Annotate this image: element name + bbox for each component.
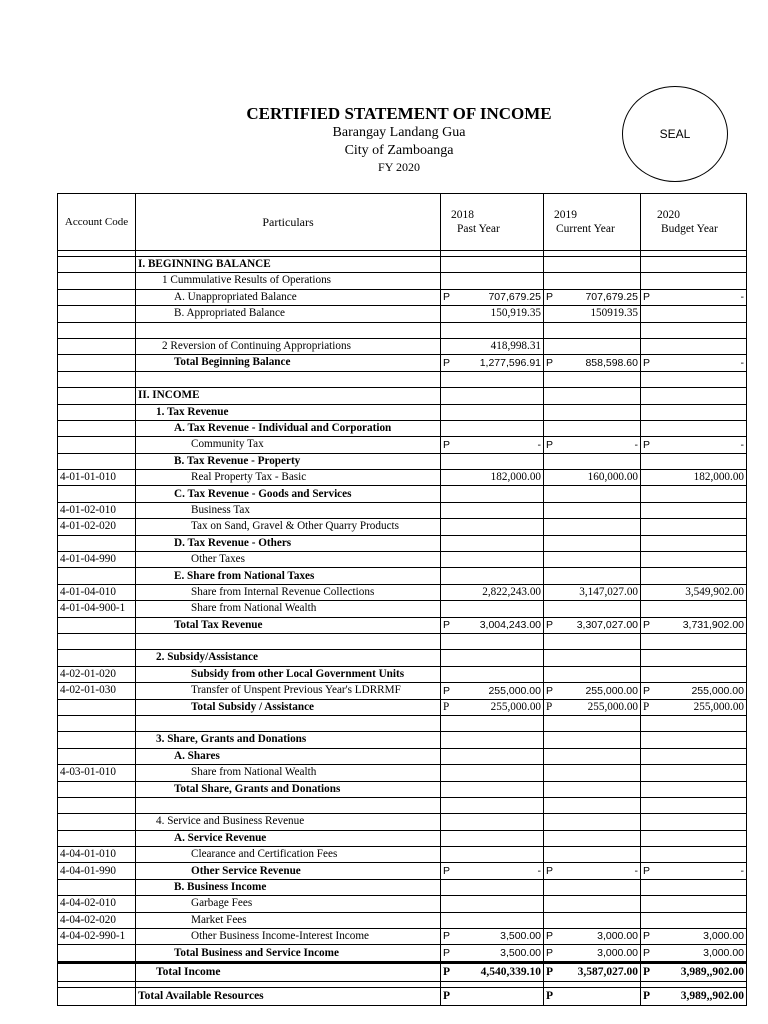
amount-cell: P 4,540,339.10 (441, 962, 544, 981)
currency-symbol: P (643, 965, 651, 978)
table-row (58, 584, 747, 600)
table-row (58, 715, 747, 731)
row-label: C. Tax Revenue - Goods and Services (136, 486, 441, 502)
row-label: 4. Service and Business Revenue (136, 814, 441, 830)
currency-symbol: P (546, 291, 554, 304)
table-row (58, 847, 747, 863)
row-label: Total Business and Service Income (136, 945, 441, 962)
row-label: A. Unappropriated Balance (136, 289, 441, 305)
account-code: 4-01-02-010 (58, 502, 136, 518)
row-label: 2. Subsidy/Assistance (136, 650, 441, 666)
table-row (58, 257, 747, 273)
col-particulars: Particulars (136, 194, 441, 251)
currency-symbol: P (546, 930, 554, 943)
row-label: Clearance and Certification Fees (136, 847, 441, 863)
account-code: 4-01-01-010 (58, 470, 136, 486)
row-label: Total Income (136, 962, 441, 981)
table-row (58, 699, 747, 715)
row-label: Real Property Tax - Basic (136, 470, 441, 486)
table-row (58, 502, 747, 518)
table-row (58, 748, 747, 764)
table-row (58, 322, 747, 338)
currency-symbol: P (643, 864, 651, 877)
row-label: Other Taxes (136, 552, 441, 568)
account-code: 4-01-04-010 (58, 584, 136, 600)
account-code: 4-02-01-030 (58, 683, 136, 699)
currency-symbol: P (546, 684, 554, 697)
table-row (58, 486, 747, 502)
table-row (58, 830, 747, 846)
row-label: Total Subsidy / Assistance (136, 699, 441, 715)
table-row (58, 683, 747, 699)
table-row (58, 601, 747, 617)
amount-cell: 182,000.00 (441, 470, 544, 486)
amount-cell: P 707,679.25 (441, 289, 544, 305)
amount-cell: P 3,307,027.00 (544, 617, 641, 633)
currency-symbol: P (546, 356, 554, 369)
amount-cell: P 255,000.00 (641, 699, 747, 715)
amount-cell (544, 987, 641, 1005)
currency-symbol: P (643, 946, 651, 959)
currency-symbol: P (443, 965, 451, 978)
amount-cell: P 3,000.00 (544, 945, 641, 962)
table-row (58, 617, 747, 633)
table-row (58, 765, 747, 781)
amount-cell: P 3,500.00 (441, 945, 544, 962)
amount-cell: 418,998.31 (441, 338, 544, 354)
table-row (58, 633, 747, 649)
currency-symbol: P (546, 700, 553, 713)
amount-cell: P 3,500.00 (441, 929, 544, 945)
amount-cell: P 255,000.00 (441, 699, 544, 715)
amount-cell: 3,549,902.00 (641, 584, 747, 600)
row-label: Tax on Sand, Gravel & Other Quarry Products (136, 519, 441, 535)
amount-cell: P - (544, 437, 641, 453)
amount-cell: P - (441, 437, 544, 453)
row-label: Garbage Fees (136, 896, 441, 912)
currency-symbol: P (546, 619, 554, 632)
col-2019-label: Current Year (556, 223, 615, 235)
table-row (58, 814, 747, 830)
amount-cell: P 3,000.00 (641, 929, 747, 945)
table-row (58, 273, 747, 289)
amount-cell: 150919.35 (544, 306, 641, 322)
currency-symbol: P (643, 619, 651, 632)
table-row (58, 519, 747, 535)
currency-symbol: P (443, 946, 451, 959)
col-2020-year: 2020 (657, 208, 680, 221)
amount-cell: 182,000.00 (641, 470, 747, 486)
row-label: Transfer of Unspent Previous Year's LDRRMF (136, 683, 441, 699)
row-label: Share from National Wealth (136, 601, 441, 617)
amount-cell: 3,147,027.00 (544, 584, 641, 600)
account-code: 4-04-02-020 (58, 912, 136, 928)
currency-symbol: P (443, 619, 451, 632)
amount-cell: P - (441, 863, 544, 879)
amount-cell: P 858,598.60 (544, 355, 641, 371)
row-label: Business Tax (136, 502, 441, 518)
account-code: 4-04-01-990 (58, 863, 136, 879)
amount-cell: P 3,000.00 (544, 929, 641, 945)
row-label: A. Service Revenue (136, 830, 441, 846)
amount-cell (441, 987, 544, 1005)
row-label: B. Appropriated Balance (136, 306, 441, 322)
account-code: 4-04-02-010 (58, 896, 136, 912)
account-code: 4-02-01-020 (58, 666, 136, 682)
currency-symbol: P (546, 864, 554, 877)
currency-symbol: P (643, 438, 651, 451)
amount-cell: P 707,679.25 (544, 289, 641, 305)
currency-symbol: P (443, 864, 451, 877)
table-row (58, 470, 747, 486)
table-row (58, 404, 747, 420)
amount-cell: P 255,000.00 (544, 699, 641, 715)
barangay-name: Barangay Landang Gua (332, 125, 466, 140)
amount-cell: P - (641, 355, 747, 371)
row-label: D. Tax Revenue - Others (136, 535, 441, 551)
row-label: B. Business Income (136, 879, 441, 895)
row-label: Total Share, Grants and Donations (136, 781, 441, 797)
amount-cell: P 3,731,902.00 (641, 617, 747, 633)
amount-cell: P 3,000.00 (641, 945, 747, 962)
account-code: 4-01-04-990 (58, 552, 136, 568)
table-row (58, 535, 747, 551)
table-header-row (58, 194, 747, 251)
table-row (58, 388, 747, 404)
amount-cell: P 255,000.00 (544, 683, 641, 699)
amount-cell: P 3,989,,902.00 (641, 987, 747, 1005)
row-label: Total Beginning Balance (136, 355, 441, 371)
table-row (58, 338, 747, 354)
currency-symbol: P (546, 989, 554, 1002)
amount-cell: P - (544, 863, 641, 879)
account-code: 4-03-01-010 (58, 765, 136, 781)
total-available-resources-row (58, 987, 747, 1005)
row-label: 3. Share, Grants and Donations (136, 732, 441, 748)
table-row (58, 306, 747, 322)
section-income: II. INCOME (136, 388, 441, 404)
col-2018-label: Past Year (457, 223, 500, 235)
currency-symbol: P (443, 291, 451, 304)
currency-symbol: P (643, 684, 651, 697)
currency-symbol: P (443, 438, 451, 451)
row-label: A. Tax Revenue - Individual and Corporation (136, 420, 441, 436)
amount-cell: P 3,587,027.00 (544, 962, 641, 981)
col-2020 (641, 194, 747, 251)
row-label: B. Tax Revenue - Property (136, 453, 441, 469)
row-label: Community Tax (136, 437, 441, 453)
amount-cell: P 3,004,243.00 (441, 617, 544, 633)
table-row (58, 289, 747, 305)
table-row (58, 912, 747, 928)
account-code: 4-01-02-020 (58, 519, 136, 535)
seal-placeholder (622, 86, 728, 182)
city-name: City of Zamboanga (344, 143, 454, 158)
table-row (58, 568, 747, 584)
table-row (58, 371, 747, 387)
table-row (58, 453, 747, 469)
amount-cell: P 255,000.00 (441, 683, 544, 699)
currency-symbol: P (643, 356, 651, 369)
col-2020-label: Budget Year (661, 223, 718, 235)
table-row (58, 797, 747, 813)
table-row (58, 929, 747, 945)
row-label: 1. Tax Revenue (136, 404, 441, 420)
amount-cell: P - (641, 863, 747, 879)
table-row (58, 666, 747, 682)
col-2018-year: 2018 (451, 208, 474, 221)
table-row (58, 879, 747, 895)
table-row (58, 945, 747, 962)
row-label: A. Shares (136, 748, 441, 764)
row-label: Subsidy from other Local Government Units (136, 666, 441, 682)
currency-symbol: P (546, 946, 554, 959)
table-row (58, 863, 747, 879)
table-row (58, 781, 747, 797)
fiscal-year: FY 2020 (378, 160, 420, 174)
row-label: 2 Reversion of Continuing Appropriations (136, 338, 441, 354)
income-statement-table (57, 193, 747, 1006)
currency-symbol: P (643, 291, 651, 304)
col-2019-year: 2019 (554, 208, 577, 221)
col-2018 (441, 194, 544, 251)
row-label: Share from National Wealth (136, 765, 441, 781)
seal-label: SEAL (659, 127, 691, 141)
amount-cell: P 1,277,596.91 (441, 355, 544, 371)
row-label: Other Service Revenue (136, 863, 441, 879)
account-code: 4-04-01-010 (58, 847, 136, 863)
account-code: 4-04-02-990-1 (58, 929, 136, 945)
section-beginning-balance: I. BEGINNING BALANCE (136, 257, 441, 273)
currency-symbol: P (443, 930, 451, 943)
row-label: E. Share from National Taxes (136, 568, 441, 584)
amount-cell: P - (641, 437, 747, 453)
amount-cell: P - (641, 289, 747, 305)
row-label: 1 Cummulative Results of Operations (136, 273, 441, 289)
row-label: Total Tax Revenue (136, 617, 441, 633)
table-row (58, 650, 747, 666)
row-label: Total Available Resources (136, 987, 441, 1005)
currency-symbol: P (643, 700, 650, 713)
row-label: Market Fees (136, 912, 441, 928)
currency-symbol: P (546, 438, 554, 451)
table-row (58, 896, 747, 912)
col-2019 (544, 194, 641, 251)
currency-symbol: P (443, 684, 451, 697)
document-title: CERTIFIED STATEMENT OF INCOME (246, 104, 552, 123)
currency-symbol: P (643, 989, 651, 1002)
table-row (58, 437, 747, 453)
amount-cell: 160,000.00 (544, 470, 641, 486)
currency-symbol: P (443, 989, 451, 1002)
amount-cell: P 3,989,,902.00 (641, 962, 747, 981)
table-row (58, 355, 747, 371)
amount-cell: 150,919.35 (441, 306, 544, 322)
table-row (58, 420, 747, 436)
col-account-code: Account Code (58, 194, 136, 251)
currency-symbol: P (443, 356, 451, 369)
amount-cell: P 255,000.00 (641, 683, 747, 699)
currency-symbol: P (546, 965, 554, 978)
total-income-row (58, 962, 747, 981)
table-row (58, 732, 747, 748)
table-row (58, 552, 747, 568)
currency-symbol: P (643, 930, 651, 943)
row-label: Other Business Income-Interest Income (136, 929, 441, 945)
currency-symbol: P (443, 700, 450, 713)
account-code: 4-01-04-900-1 (58, 601, 136, 617)
amount-cell: 2,822,243.00 (441, 584, 544, 600)
row-label: Share from Internal Revenue Collections (136, 584, 441, 600)
